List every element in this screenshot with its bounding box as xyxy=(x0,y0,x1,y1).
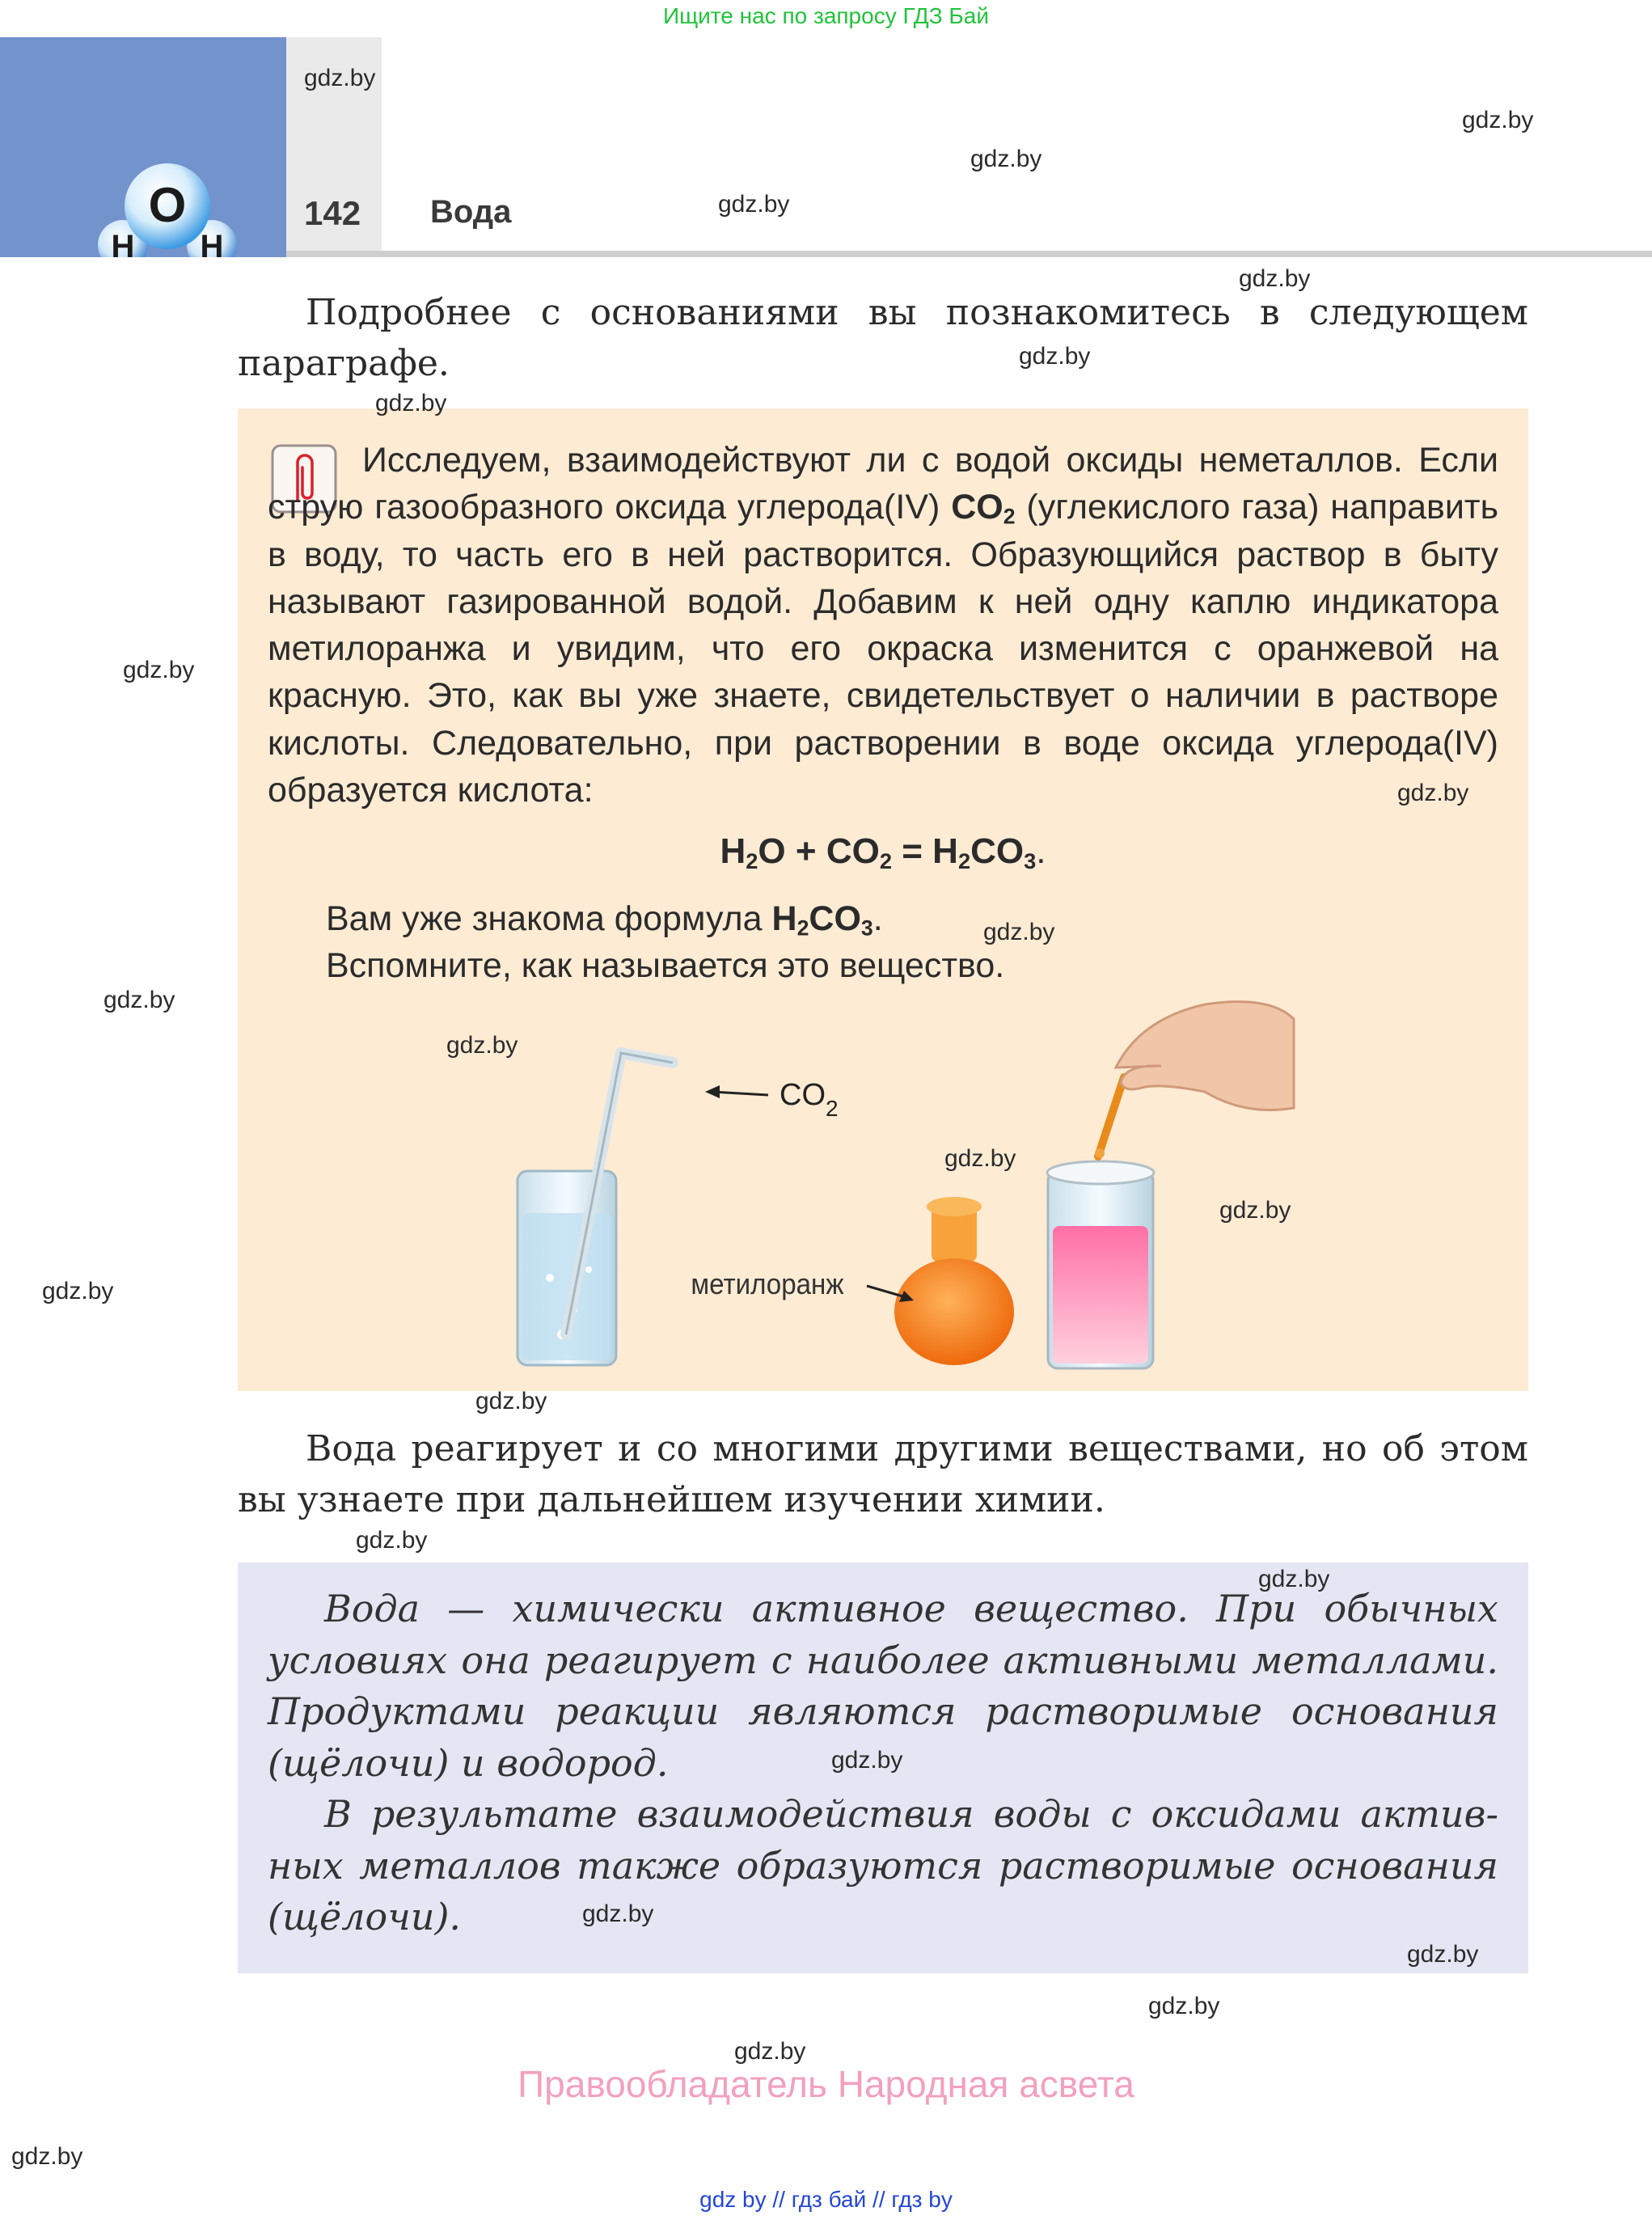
experiment-text-b: (углекислого газа) направить в воду, то часть его в ней растворится. Образующийся раствор в быту называют газированной водой. Добавим к ней одну каплю индикатора метилоранжа и увидим, что его окраска изменится с оранжевой на красную. Это, как вы уже знаете, свидетельствует о наличии в растворе кислоты. Следовательно, при растворении в воде оксида углерода(IV) образуется кислота: xyxy=(268,488,1498,810)
watermark: gdz.by xyxy=(1258,1566,1330,1592)
pipette-hand xyxy=(1095,1002,1294,1158)
watermark: gdz.by xyxy=(123,657,195,683)
watermark: gdz.by xyxy=(1407,1941,1479,1968)
watermark: gdz.by xyxy=(734,2038,806,2065)
intro-paragraph: Подробнее с основаниями вы познакомитесь в следующем параграфе. xyxy=(238,292,1528,384)
watermark: gdz.by xyxy=(1397,780,1469,806)
question-line-1: Вам уже знакома формула $H_2CO_3$. xyxy=(326,899,883,941)
watermark: gdz.by xyxy=(42,1278,114,1304)
logo-o: O xyxy=(148,178,187,232)
molecule-icon xyxy=(0,37,286,257)
beaker-pink-solution xyxy=(1047,1161,1154,1368)
summary-para-2: В результате взаимодействия воды с оксидами активных металлов также образуются растворимые основания (щёлочи). xyxy=(268,1792,1498,1939)
watermark: gdz.by xyxy=(104,987,175,1013)
co2-arrow xyxy=(712,1092,768,1095)
watermark: gdz.by xyxy=(356,1527,428,1554)
watermark: gdz.by xyxy=(970,146,1042,172)
experiment-text-a: Если струю газообразного оксида углерода(IV) xyxy=(268,441,1499,527)
watermark: gdz.by xyxy=(1239,265,1311,292)
summary-para-1: Вода — химически активное вещество. При обычных условиях она реагирует с наиболее активными металлами. Продуктами реакции являются растворимые основания (щёлочи) и водород. xyxy=(268,1587,1498,1785)
watermark: gdz.by xyxy=(375,390,447,416)
top-banner[interactable]: Ищите нас по запросу ГДЗ Бай xyxy=(662,3,990,28)
logo-h-right: H xyxy=(200,229,224,257)
watermark: gdz.by xyxy=(1148,1993,1220,2019)
co2-label: $CO_2$ xyxy=(780,1078,839,1121)
experiment-illustration xyxy=(453,987,1342,1375)
page-number: 142 xyxy=(304,194,361,232)
watermark: gdz.by xyxy=(983,919,1055,945)
experiment-line1: Исследуем, взаимодействуют ли с водой оксиды неметаллов. xyxy=(362,441,1403,480)
formula-co2: $CO_2$ xyxy=(951,488,1016,529)
methyl-orange-flask xyxy=(894,1197,1014,1365)
indicator-label: метилоранж xyxy=(691,1268,844,1301)
header-divider xyxy=(286,251,1652,257)
chapter-title: Вода xyxy=(430,194,512,230)
paragraph-2: Вода реагирует и со многими другими веществами, но об этом вы узнаете при дальнейшем изучении химии. xyxy=(238,1428,1528,1520)
logo-h-left: H xyxy=(111,229,135,257)
watermark: gdz.by xyxy=(475,1388,547,1414)
watermark: gdz.by xyxy=(11,2143,83,2170)
watermark: gdz.by xyxy=(304,65,376,91)
footer-links[interactable]: gdz by // гдз бай // гдз by xyxy=(699,2187,953,2212)
watermark: gdz.by xyxy=(582,1901,654,1927)
question-line-2: Вспомните, как называется это вещество. xyxy=(326,946,1005,985)
copyright-notice: Правообладатель Народная асвета xyxy=(518,2063,1134,2105)
watermark: gdz.by xyxy=(1462,107,1534,133)
watermark: gdz.by xyxy=(1019,343,1091,370)
reaction-equation: $H_2O + CO_2 = H_2CO_3$. xyxy=(720,831,1046,873)
watermark: gdz.by xyxy=(1219,1197,1291,1224)
experiment-text xyxy=(268,437,1498,814)
watermark: gdz.by xyxy=(718,191,790,218)
watermark: gdz.by xyxy=(944,1145,1016,1172)
watermark: gdz.by xyxy=(446,1032,518,1059)
water-molecule-logo xyxy=(0,37,286,257)
watermark: gdz.by xyxy=(831,1747,903,1774)
